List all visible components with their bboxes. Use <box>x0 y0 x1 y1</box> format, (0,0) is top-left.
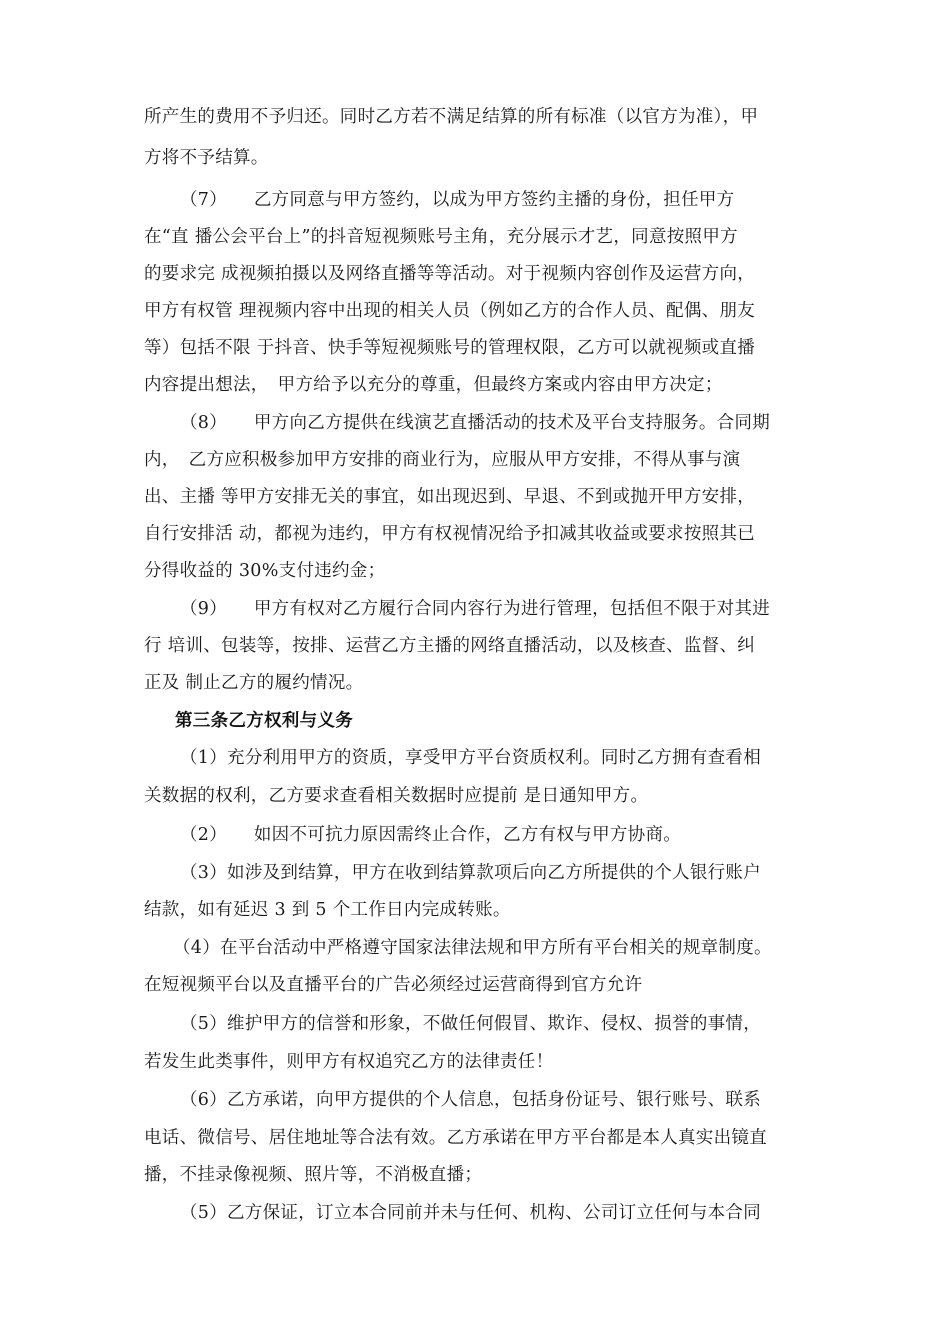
text-line: （4）在平台活动中严格遵守国家法律法规和甲方所有平台相关的规章制度。 <box>173 938 772 958</box>
text-line: 甲方有权管 理视频内容中出现的相关人员（例如乙方的合作人员、配偶、朋友 <box>144 301 756 321</box>
text-line: 方将不予结算。 <box>144 148 269 168</box>
text-line: 分得收益的 30%支付违约金； <box>144 561 386 581</box>
text-line: （2） 如因不可抗力原因需终止合作，乙方有权与甲方协商。 <box>180 825 682 845</box>
text-line: 关数据的权利，乙方要求查看相关数据时应提前 是日通知甲方。 <box>144 786 649 806</box>
text-line: 所产生的费用不予归还。同时乙方若不满足结算的所有标准（以官方为准），甲 <box>144 107 759 127</box>
text-line: 自行安排活 动，都视为违约，甲方有权视情况给予扣减其收益或要求按照其已 <box>144 524 756 544</box>
text-line: （1）充分利用甲方的资质，享受甲方平台资质权利。同时乙方拥有查看相 <box>180 748 762 768</box>
text-line: （6）乙方承诺，向甲方提供的个人信息，包括身份证号、银行账号、联系 <box>180 1090 762 1110</box>
text-line: 出、主播 等甲方安排无关的事宜，如出现迟到、早退、不到或抛开甲方安排， <box>144 487 756 507</box>
text-line: 内， 乙方应积极参加甲方安排的商业行为，应服从甲方安排，不得从事与演 <box>144 450 741 470</box>
text-line: （7） 乙方同意与甲方签约，以成为甲方签约主播的身份，担任甲方 <box>180 190 735 210</box>
text-line: 正及 制止乙方的履约情况。 <box>144 673 364 693</box>
text-line: （5）维护甲方的信誉和形象，不做任何假冒、欺诈、侵权、损誉的事情， <box>180 1014 762 1034</box>
text-line: 行 培训、包装等，按排、运营乙方主播的网络直播活动，以及核查、监督、纠 <box>144 636 756 656</box>
text-line: 的要求完 成视频拍摄以及网络直播等等活动。对于视频内容创作及运营方向， <box>144 264 756 284</box>
text-line: （9） 甲方有权对乙方履行合同内容行为进行管理，包括但不限于对其进 <box>180 599 771 619</box>
text-line: 电话、微信号、居住地址等合法有效。乙方承诺在甲方平台都是本人真实出镜直 <box>144 1128 767 1148</box>
text-line: （3）如涉及到结算，甲方在收到结算款项后向乙方所提供的个人银行账户 <box>180 863 762 883</box>
section-heading: 第三条乙方权利与义务 <box>175 711 353 731</box>
text-line: 结款，如有延迟 3 到 5 个工作日内完成转账。 <box>144 900 511 920</box>
text-line: 若发生此类事件，则甲方有权追究乙方的法律责任！ <box>144 1052 554 1072</box>
text-line: 播，不挂录像视频、照片等，不消极直播； <box>144 1165 483 1185</box>
text-line: 在短视频平台以及直播平台的广告必须经过运营商得到官方允许 <box>144 975 643 995</box>
text-line: （8） 甲方向乙方提供在线演艺直播活动的技术及平台支持服务。合同期 <box>180 413 771 433</box>
text-line: （5）乙方保证，订立本合同前并未与任何、机构、公司订立任何与本合同 <box>180 1203 762 1223</box>
text-line: 等）包括不限 于抖音、快手等短视频账号的管理权限，乙方可以就视频或直播 <box>144 338 756 358</box>
text-line: 在“直 播公会平台上”的抖音短视频账号主角，充分展示才艺，同意按照甲方 <box>144 227 738 247</box>
text-line: 内容提出想法， 甲方给予以充分的尊重，但最终方案或内容由甲方决定； <box>144 375 723 395</box>
